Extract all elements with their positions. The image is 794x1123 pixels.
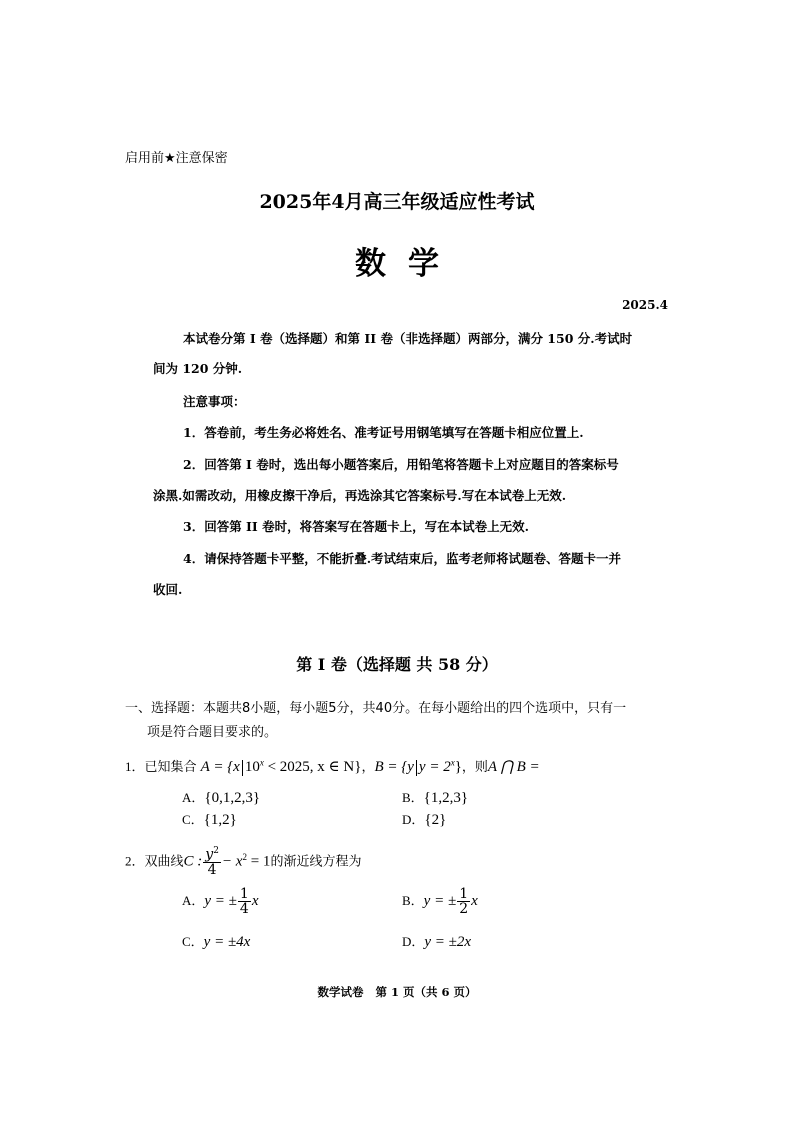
set-b-cond-base: y = 2 — [418, 759, 451, 775]
note-3: 3．回答第 II 卷时，将答案写在答题卡上，写在本试卷上无效. — [183, 519, 529, 534]
numerator-exponent: 2 — [213, 846, 219, 856]
fraction-numerator: y — [205, 846, 214, 863]
separator: ， — [361, 760, 375, 775]
option-post: x — [251, 893, 259, 909]
option-label: D． — [402, 812, 425, 827]
exam-date: 2025.4 — [622, 298, 668, 312]
question-number: 1． — [125, 759, 145, 774]
note-1: 1．答卷前，考生务必将姓名、准考证号用钢笔填写在答题卡相应位置上. — [183, 425, 584, 440]
q1-option-c — [182, 809, 237, 829]
option-denominator: 4 — [239, 901, 249, 917]
set-b-close: } — [454, 759, 462, 775]
option-numerator: 1 — [239, 886, 249, 902]
note-4-line-2: 收回. — [153, 582, 183, 597]
set-builder-bar — [242, 760, 243, 776]
set-a-cond-exp: x — [259, 757, 264, 768]
set-b-open: B = {y — [374, 759, 414, 775]
notes-title: 注意事项： — [183, 394, 246, 409]
set-a-open: A = {x — [200, 759, 240, 775]
option-label: C． — [182, 934, 204, 949]
question-number: 2． — [125, 853, 145, 869]
set-a-cond-base: 10 — [244, 759, 260, 775]
option-numerator: 1 — [459, 886, 469, 902]
stem-then: ，则 — [461, 760, 488, 775]
q2-option-a — [182, 887, 259, 916]
option-pre: y = ± — [204, 893, 237, 909]
q1-option-d — [402, 809, 446, 829]
option-label: B． — [402, 790, 424, 805]
q1-option-b — [402, 787, 468, 807]
option-text: {0,1,2,3} — [204, 790, 261, 806]
stem-text: 已知集合 — [144, 760, 197, 775]
set-b-cond-exp: x — [450, 757, 455, 768]
section-description-line-1: 一、选择题：本题共8小题，每小题5分，共40分。在每小题给出的四个选项中，只有一 — [125, 701, 627, 716]
option-label: A． — [182, 790, 205, 805]
option-text: {2} — [424, 812, 447, 828]
stem-suffix: 的渐近线方程为 — [270, 854, 362, 870]
question-ask: A ⋂ B = — [487, 759, 540, 775]
note-2-line-1: 2．回答第 I 卷时，选出每小题答案后，用铅笔将答题卡上对应题目的答案标号 — [183, 457, 619, 472]
option-text: y = ±4x — [203, 934, 251, 950]
section-description-line-2: 项是符合题目要求的。 — [147, 725, 278, 740]
q1-option-a — [182, 787, 260, 807]
intro-line-1: 本试卷分第 I 卷（选择题）和第 II 卷（非选择题）两部分，满分 150 分.考试时 — [183, 331, 633, 346]
set-a-cond-rest: < 2025, x ∈ N} — [263, 759, 362, 775]
q2-option-c — [182, 931, 250, 951]
section-title: 第 I 卷（选择题 共 58 分） — [296, 655, 498, 674]
option-label: C． — [182, 812, 204, 827]
footer-page-info: 第 1 页（共 6 页） — [375, 985, 477, 999]
page-footer — [0, 984, 794, 1000]
confidential-notice: 启用前★注意保密 — [125, 151, 228, 166]
option-label: A． — [182, 893, 205, 908]
question-2-stem — [125, 847, 361, 877]
q2-option-b — [402, 887, 478, 916]
option-denominator: 2 — [459, 901, 469, 917]
stem-text: 双曲线 — [144, 854, 184, 870]
curve-name: C : — [183, 853, 203, 870]
option-text: y = ±2x — [424, 934, 472, 950]
x-exponent: 2 — [242, 852, 247, 862]
hyperbola-fraction — [203, 847, 221, 877]
exam-title: 2025年4月高三年级适应性考试 — [259, 191, 535, 213]
intro-line-2: 间为 120 分钟. — [153, 361, 243, 376]
option-text: {1,2,3} — [423, 790, 469, 806]
note-4-line-1: 4．请保持答题卡平整，不能折叠.考试结束后，监考老师将试题卷、答题卡一并 — [183, 551, 622, 566]
equals-one: = 1 — [246, 853, 271, 870]
question-1-stem — [125, 756, 540, 776]
option-pre: y = ± — [423, 893, 457, 909]
set-builder-bar — [416, 760, 417, 776]
note-2-line-2: 涂黑.如需改动，用橡皮擦干净后，再选涂其它答案标号.写在本试卷上无效. — [153, 488, 567, 503]
subject-title: 数学 — [355, 246, 461, 282]
footer-subject: 数学试卷 — [317, 985, 364, 999]
option-label: B． — [402, 893, 424, 908]
option-text: {1,2} — [203, 812, 237, 828]
option-label: D． — [402, 934, 425, 949]
minus-x-term: − x — [221, 853, 243, 870]
option-post: x — [471, 893, 478, 909]
fraction-denominator: 4 — [203, 862, 221, 877]
q2-option-d — [402, 931, 471, 951]
